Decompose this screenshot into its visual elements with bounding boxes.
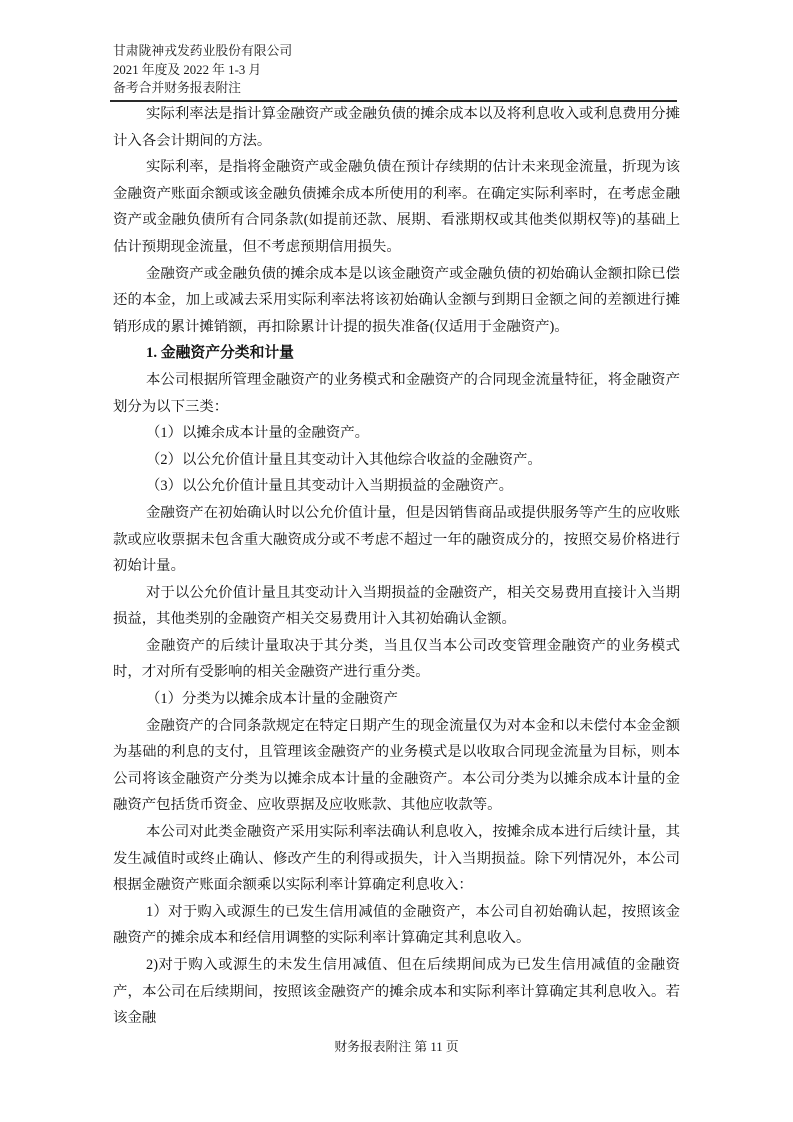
body-paragraph: 对于以公允价值计量且其变动计入当期损益的金融资产，相关交易费用直接计入当期损益，其他类别的金融资产相关交易费用计入其初始确认金额。	[113, 584, 680, 628]
numbered-item: 2)对于购入或源生的未发生信用减值、但在后续期间成为已发生信用减值的金融资产，本公司在后续期间，按照该金融资产的摊余成本和实际利率计算确定其利息收入。若该金融	[113, 957, 680, 1027]
body-paragraph: 金融资产的合同条款规定在特定日期产生的现金流量仅为对本金和以未偿付本金金额为基础的利息的支付，且管理该金融资产的业务模式是以收取合同现金流量为目标，则本公司将该金融资产分类为以摊余成本计量的金融资产。本公司分类为以摊余成本计量的金融资产包括货币资金、应收票据及应收账款、其他应收款等。	[113, 717, 680, 814]
body-paragraph: 实际利率法是指计算金融资产或金融负债的摊余成本以及将利息收入或利息费用分摊计入各会计期间的方法。	[113, 106, 680, 149]
document-title: 备考合并财务报表附注	[113, 81, 241, 95]
report-period: 2021 年度及 2022 年 1-3 月	[113, 62, 262, 77]
company-name: 甘肃陇神戎发药业股份有限公司	[113, 44, 293, 58]
list-item: （3）以公允价值计量且其变动计入当期损益的金融资产。	[146, 478, 513, 495]
numbered-item: 1）对于购入或源生的已发生信用减值的金融资产，本公司自初始确认起，按照该金融资产的摊余成本和经信用调整的实际利率计算确定其利息收入。	[113, 903, 680, 947]
section-heading: 1. 金融资产分类和计量	[146, 345, 294, 362]
list-item: （1）以摊余成本计量的金融资产。	[146, 425, 370, 442]
body-paragraph: 本公司根据所管理金融资产的业务模式和金融资产的合同现金流量特征，将金融资产划分为以下三类：	[113, 371, 680, 415]
body-paragraph: 实际利率，是指将金融资产或金融负债在预计存续期的估计未来现金流量，折现为该金融资产账面余额或该金融负债摊余成本所使用的利率。在确定实际利率时，在考虑金融资产或金融负债所有合同条款(如提前还款、展期、看涨期权或其他类似期权等)的基础上估计预期现金流量，但不考虑预期信用损失。	[113, 159, 680, 255]
document-header	[110, 42, 677, 102]
body-paragraph: 本公司对此类金融资产采用实际利率法确认利息收入，按摊余成本进行后续计量，其发生减值时或终止确认、修改产生的利得或损失，计入当期损益。除下列情况外，本公司根据金融资产账面余额乘以实际利率计算确定利息收入：	[113, 824, 680, 894]
page-footer: 财务报表附注 第 11 页	[334, 1040, 459, 1054]
body-paragraph: 金融资产或金融负债的摊余成本是以该金融资产或金融负债的初始确认金额扣除已偿还的本金，加上或减去采用实际利率法将该初始确认金额与到期日金额之间的差额进行摊销形成的累计摊销额，再扣除累计计提的损失准备(仅适用于金融资产)。	[113, 265, 680, 335]
sub-heading: （1）分类为以摊余成本计量的金融资产	[146, 691, 398, 708]
body-paragraph: 金融资产的后续计量取决于其分类，当且仅当本公司改变管理金融资产的业务模式时，才对所有受影响的相关金融资产进行重分类。	[113, 637, 680, 681]
document-body	[113, 101, 680, 1032]
list-item: （2）以公允价值计量且其变动计入其他综合收益的金融资产。	[146, 451, 542, 468]
body-paragraph: 金融资产在初始确认时以公允价值计量，但是因销售商品或提供服务等产生的应收账款或应收票据未包含重大融资成分或不考虑不超过一年的融资成分的，按照交易价格进行初始计量。	[113, 504, 680, 575]
